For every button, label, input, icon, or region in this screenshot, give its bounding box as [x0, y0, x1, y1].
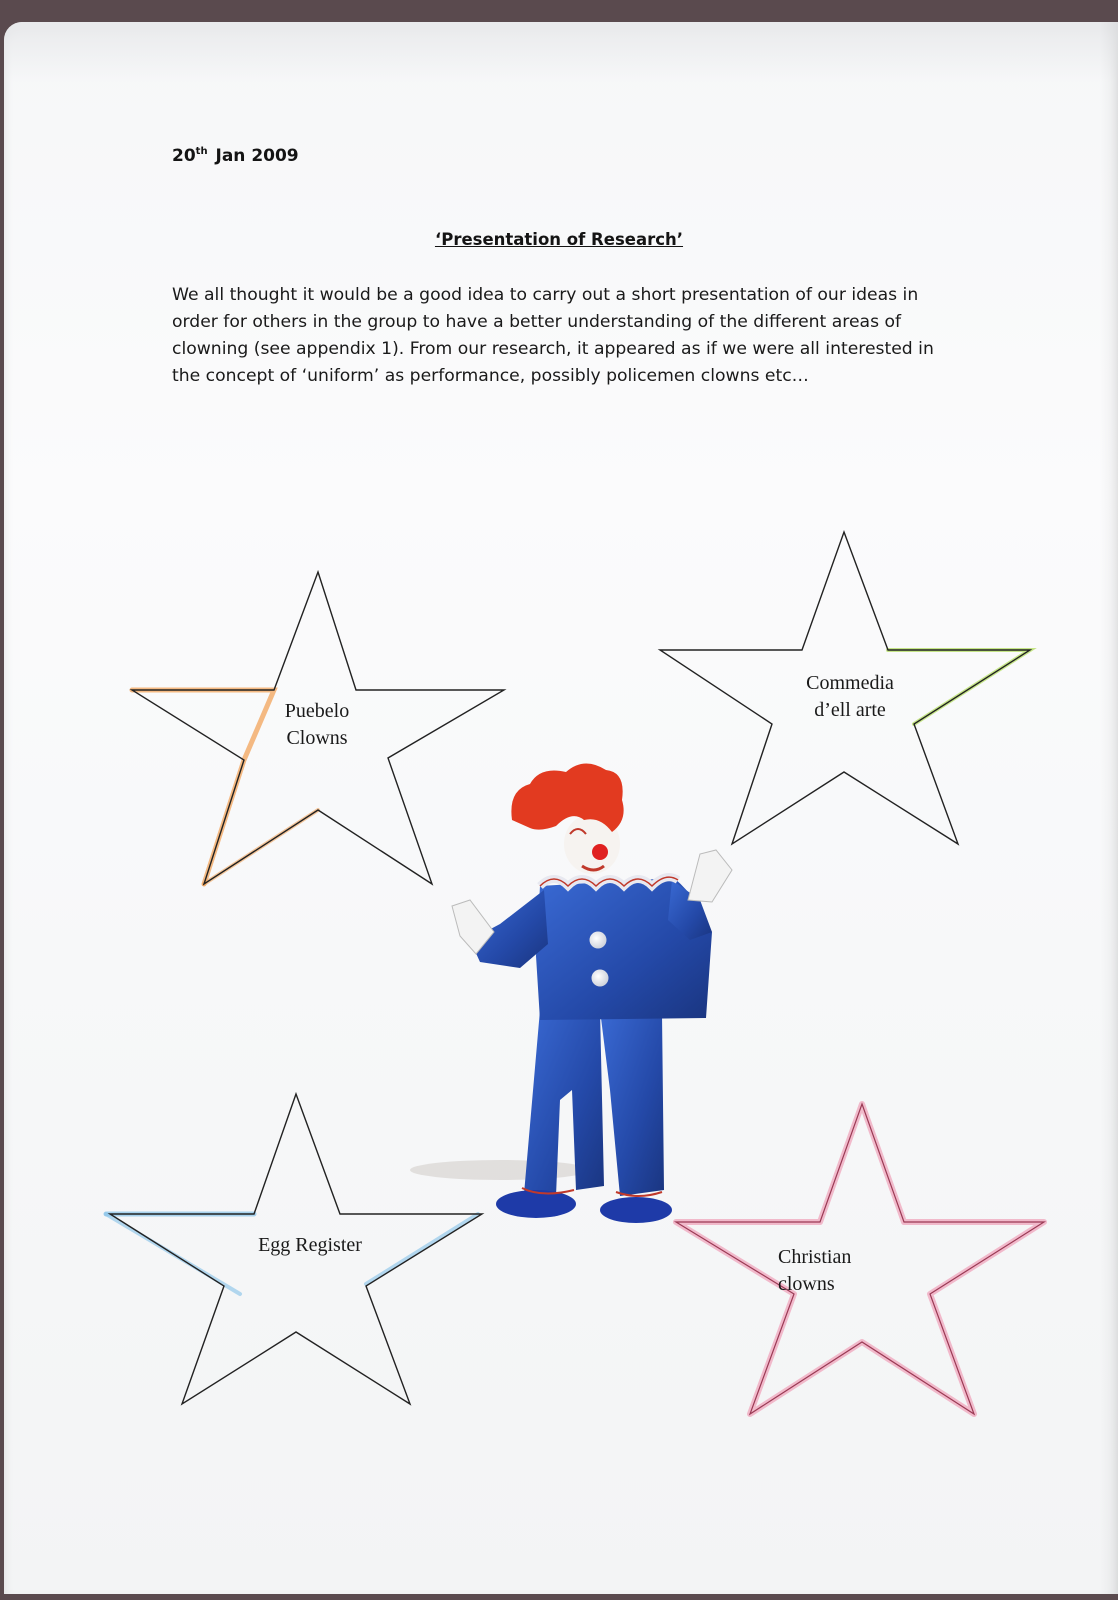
star-label-puebelo: Puebelo Clowns: [284, 700, 350, 749]
date-rest: Jan 2009: [215, 146, 299, 166]
star-label-egg-register: Egg Register: [258, 1234, 362, 1256]
date-suffix: th: [195, 146, 208, 157]
body-paragraph: We all thought it would be a good idea to carry out a short presentation of our ideas in order for others in the group to have a better understanding of the different areas of clowning (see appendix 1). From our research, it appeared as if we were all interested in the concept of ‘uniform’ as performance, possibly policemen clowns etc…: [172, 285, 934, 386]
clown-illustration: [410, 763, 732, 1223]
date-day: 20: [172, 146, 196, 166]
page-title: ‘Presentation of Research’: [434, 230, 684, 249]
star-label-christian: Christian clowns: [778, 1246, 852, 1295]
star-label-commedia: Commedia d’ell arte: [806, 672, 894, 721]
